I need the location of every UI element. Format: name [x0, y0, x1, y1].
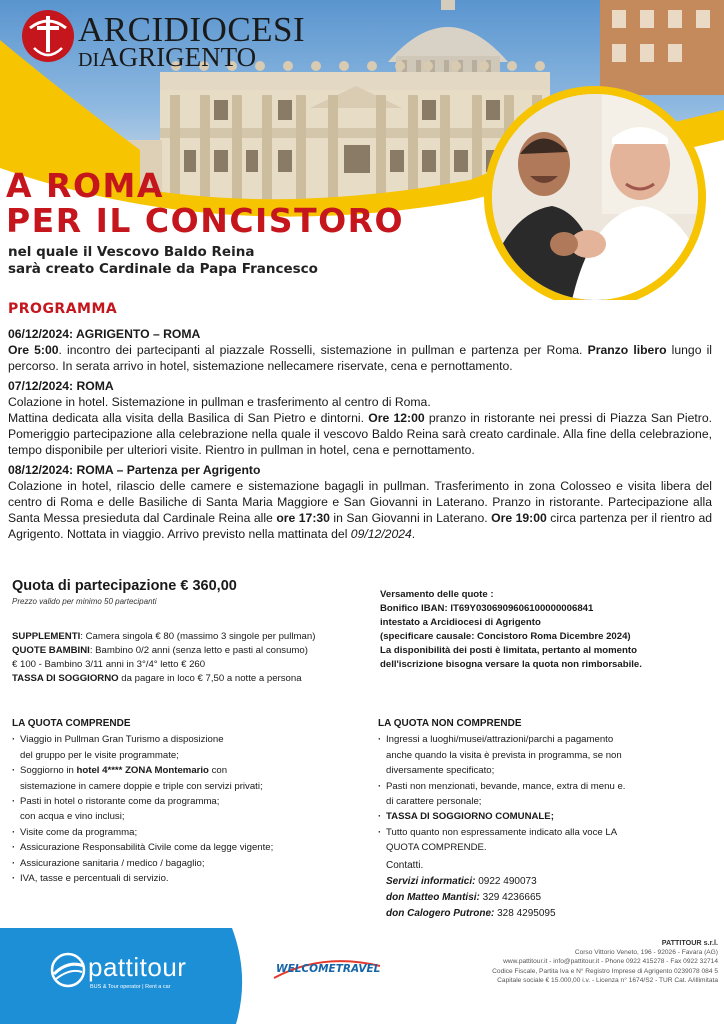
contacts-heading: Contatti.: [386, 860, 424, 871]
includes-list: [12, 716, 362, 886]
pattitour-logo: [50, 950, 230, 1000]
children-price: [12, 644, 372, 658]
list-item: QUOTA COMPRENDE.: [386, 842, 487, 854]
contacts-block: [386, 858, 706, 922]
day-1-text: [8, 342, 712, 374]
list-item: · Assicurazione Responsabilità Civile come da legge vigente;: [12, 840, 362, 855]
company-address: Corso Vittorio Veneto, 196 - 92026 - Favara (AG): [574, 948, 718, 956]
day-2-text-part: Mattina dedicata alla visita della Basilica di San Pietro e dintorni.: [8, 411, 369, 425]
day-3-time-2: Ore 19:00: [491, 511, 547, 525]
program-day-3: [8, 462, 712, 542]
day-2-text-part: pranzo in ristorante nei pressi di Piazza San Pietro. Pomeriggio partecipazione alla celebrazione nella quale il vescovo Baldo Reina sarà creato cardinale. Alla fine della celebrazione, tempo disponibile per ulteriori visite. Rientro in pullman in hotel, cena e pernottamento.: [8, 411, 713, 457]
payment-block: [380, 588, 715, 672]
day-1-title: 06/12/2024: AGRIGENTO – ROMA: [8, 327, 201, 341]
program-heading: PROGRAMMA: [8, 301, 118, 317]
list-item: di carattere personale;: [386, 796, 482, 808]
list-item: · Pasti non menzionati, bevande, mance, extra di menu e.: [378, 779, 698, 794]
subtitle-line-2: sarà creato Cardinale da Papa Francesco: [8, 261, 318, 277]
list-item: con acqua e vino inclusi;: [20, 811, 125, 823]
contact-name: Servizi informatici:: [386, 876, 476, 887]
bambini-label: QUOTE BAMBINI: [12, 645, 90, 656]
logo-text-agrigento: [78, 44, 256, 71]
list-item: · Tutto quanto non espressamente indicato alla voce LA: [378, 825, 698, 840]
contact-phone[interactable]: 328 4295095: [494, 908, 556, 919]
logo-text-di: DI: [78, 49, 100, 71]
excludes-list: [378, 716, 698, 856]
day-1-time: Ore 5:00: [8, 343, 59, 357]
company-info: [428, 938, 718, 986]
payment-line-3: intestato a Arcidiocesi di Agrigento: [380, 617, 541, 628]
logo-text-agrigento-main: AGRIGENTO: [99, 42, 257, 72]
contact-name: don Matteo Mantisi:: [386, 892, 480, 903]
logo-text-arcidiocesi: ARCIDIOCESI: [78, 10, 306, 49]
list-item: · Viaggio in Pullman Gran Turismo a disposizione: [12, 732, 362, 747]
supplement-single: [12, 630, 372, 644]
payment-line-1: Versamento delle quote :: [380, 589, 494, 600]
day-1-text-part: . incontro dei partecipanti al piazzale Rosselli, sistemazione in pullman e partenza per Roma.: [58, 343, 588, 357]
list-item: diversamente specificato;: [386, 765, 495, 777]
pope-and-bishop-photo: [492, 94, 698, 300]
day-3-time-1: ore 17:30: [276, 511, 330, 525]
list-item: · IVA, tasse e percentuali di servizio.: [12, 871, 362, 886]
list-item: · Ingressi a luoghi/musei/attrazioni/parchi a pagamento: [378, 732, 698, 747]
contact-phone[interactable]: 329 4236665: [479, 892, 542, 903]
title-line-1: A ROMA: [6, 166, 164, 205]
list-item: sistemazione in camere doppie e triple con servizi privati;: [20, 780, 263, 792]
tassa-text: da pagare in loco € 7,50 a notte a persona: [118, 673, 302, 684]
contact-row: [386, 906, 706, 922]
payment-line-6: dell'iscrizione bisogna versare la quota non rimborsabile.: [380, 659, 642, 670]
list-item-text: con: [208, 765, 228, 777]
subtitle-line-1: nel quale il Vescovo Baldo Reina: [8, 244, 255, 260]
day-3-text-part: Colazione in hotel, rilascio delle camere e sistemazione bagagli in pullman. Trasferimento in zona Colosseo e visita libera del centro di Roma e delle Basiliche di Santa Maria Maggiore e San Giovanni in Laterano. Pranzo in ristorante. Partecipazione alla Santa Messa presieduta dal Cardinale Reina alle: [8, 479, 712, 525]
company-contacts: www.pattitour.it - info@pattitour.it - Phone 0922 415278 - Fax 0922 32714: [503, 958, 718, 966]
day-3-text-part: circa partenza per il rientro ad Agrigento. Nottata in viaggio. Arrivo previsto nella mattinata del: [8, 511, 713, 541]
diocese-emblem-icon: [20, 6, 76, 68]
hero-banner: [0, 0, 724, 300]
contact-name: don Calogero Putrone:: [386, 908, 495, 919]
list-item: del gruppo per le visite programmate;: [20, 749, 179, 761]
tourist-tax: [12, 672, 372, 686]
list-item: [12, 763, 362, 778]
payment-line-4: (specificare causale: Concistoro Roma Dicembre 2024): [380, 631, 631, 642]
company-name: PATTITOUR s.r.l.: [661, 938, 718, 947]
page-title: [6, 168, 404, 238]
list-item: · Visite come da programma;: [12, 825, 362, 840]
welcome-travel-text: WELCOMETRAVEL: [276, 963, 381, 975]
supplementi-label: SUPPLEMENTI: [12, 631, 81, 642]
includes-title: LA QUOTA COMPRENDE: [12, 718, 131, 729]
list-item: · TASSA DI SOGGIORNO COMUNALE;: [378, 809, 698, 824]
program-day-1: [8, 326, 712, 374]
title-line-2: PER IL CONCISTORO: [6, 201, 405, 240]
day-3-text-part: .: [411, 527, 416, 541]
day-2-title: 07/12/2024: ROMA: [8, 379, 114, 393]
day-3-arrival-date: 09/12/2024: [350, 527, 412, 541]
day-2-text-2: [8, 410, 712, 458]
program-section: [8, 326, 712, 546]
company-capital: Capitale sociale € 15.000,00 i.v. - Licenza n° 1674/S2 - TUR Cat. A/illimitata: [497, 977, 718, 985]
supplementi-text: : Camera singola € 80 (massimo 3 singole per pullman): [80, 631, 316, 642]
hotel-zone: hotel 4**** ZONA Montemario: [76, 765, 209, 777]
page-subtitle: [8, 244, 318, 278]
list-item-text: Soggiorno in: [20, 765, 77, 777]
day-1-text-part: lungo il percorso. In serata arrivo in hotel, sistemazione nellecamere riservate, cena e pernottamento.: [8, 343, 713, 373]
footer: [0, 928, 724, 1024]
tassa-label: TASSA DI SOGGIORNO: [12, 673, 119, 684]
day-1-lunch: Pranzo libero: [587, 343, 667, 357]
contact-phone[interactable]: 0922 490073: [475, 876, 537, 887]
contact-row: [386, 890, 706, 906]
company-fiscal: Codice Fiscale, Partita Iva e N° Registro Imprese di Agrigento 0239078 084 5: [492, 967, 718, 975]
price-note: Prezzo valido per minimo 50 partecipanti: [12, 597, 157, 606]
day-3-text-part: in San Giovanni in Laterano.: [329, 511, 492, 525]
price-title: Quota di partecipazione € 360,00: [12, 578, 237, 594]
excludes-title: LA QUOTA NON COMPRENDE: [378, 718, 522, 729]
contact-row: [386, 874, 706, 890]
arcidiocesi-logo: [20, 6, 320, 72]
children-price-2: € 100 - Bambino 3/11 anni in 3°/4° letto € 260: [12, 659, 206, 670]
bambini-text: : Bambino 0/2 anni (senza letto e pasti al consumo): [89, 645, 308, 656]
list-item: anche quando la visita è prevista in programma, se non: [386, 749, 622, 761]
day-2-time: Ore 12:00: [368, 411, 425, 425]
day-3-title: 08/12/2024: ROMA – Partenza per Agrigento: [8, 463, 261, 477]
supplements-block: [12, 630, 372, 686]
pope-and-bishop-illustration: [492, 94, 698, 300]
day-3-text: [8, 478, 712, 542]
pattitour-tagline: BUS & Tour operator | Rent a car: [90, 984, 171, 990]
list-item: · Pasti in hotel o ristorante come da programma;: [12, 794, 362, 809]
payment-iban: Bonifico IBAN: IT69Y0306909606100000006841: [380, 603, 594, 614]
program-day-2: [8, 378, 712, 458]
welcome-travel-logo: [272, 956, 382, 982]
day-2-text-1: Colazione in hotel. Sistemazione in pullman e trasferimento al centro di Roma.: [8, 395, 431, 409]
list-item: · Assicurazione sanitaria / medico / bagaglio;: [12, 856, 362, 871]
pattitour-globe-icon: [50, 952, 86, 988]
pattitour-name: pattitour: [88, 952, 187, 982]
payment-line-5: La disponibilità dei posti è limitata, pertanto al momento: [380, 645, 637, 656]
